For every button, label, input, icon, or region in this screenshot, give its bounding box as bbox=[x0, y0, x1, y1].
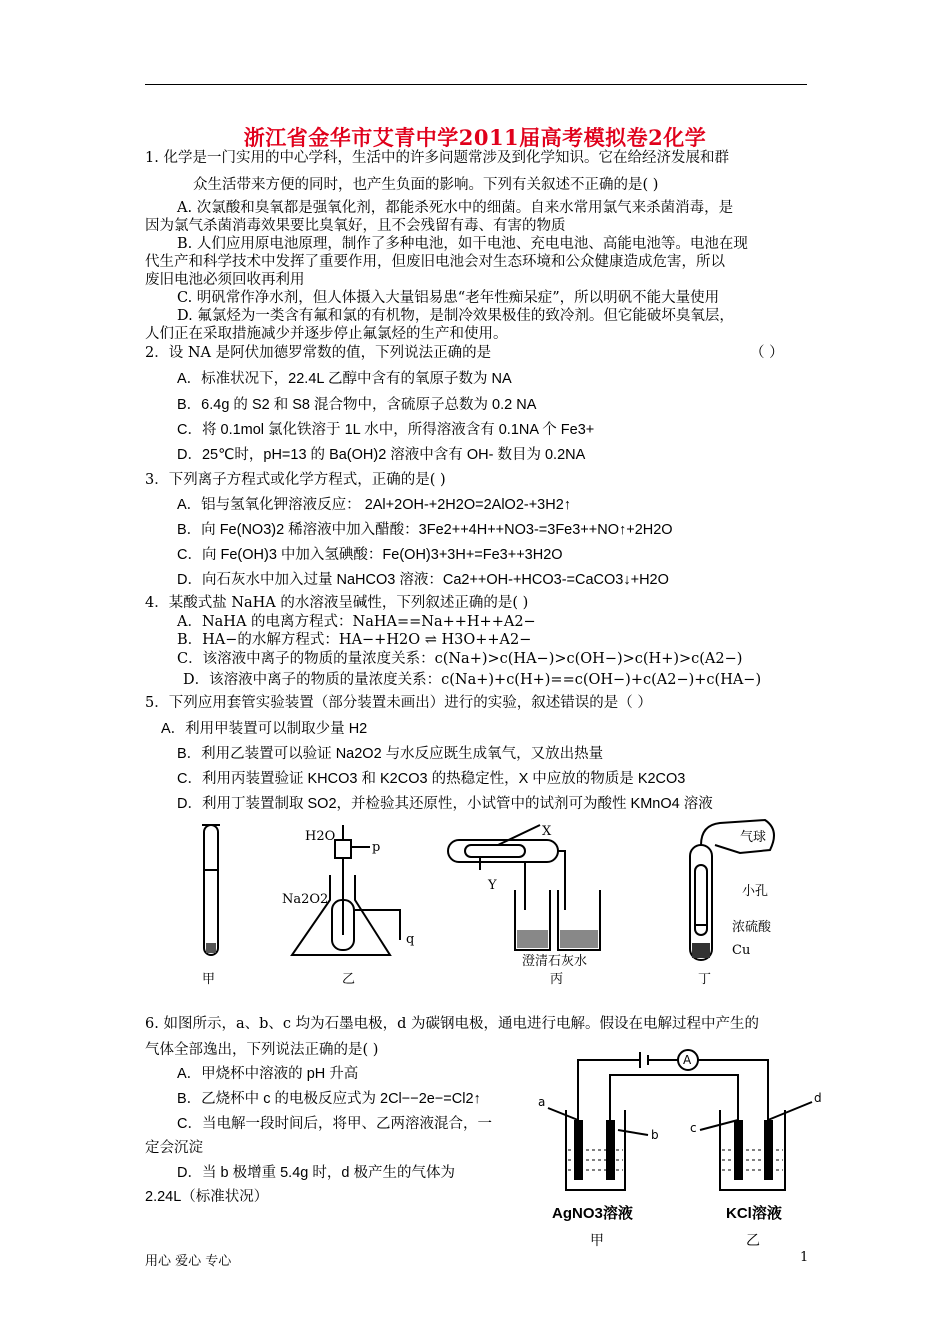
q6-stem-line2: 气体全部逸出，下列说法正确的是( ) bbox=[145, 1042, 379, 1058]
q5-option-a: A．利用甲装置可以制取少量 H2 bbox=[161, 721, 368, 737]
q2-answer-paren: （ ） bbox=[750, 345, 784, 361]
ammeter-label: A bbox=[683, 1053, 692, 1067]
caption-jia: 甲 bbox=[202, 972, 216, 987]
q1-option-a-line2: 因为氯气杀菌消毒效果要比臭氧好，且不会残留有毒、有害的物质 bbox=[145, 218, 566, 234]
q5-stem: 5．下列应用套管实验装置（部分装置未画出）进行的实验，叙述错误的是（ ） bbox=[145, 695, 652, 711]
q4-option-b: B．HA−的水解方程式：HA−+H2O ⇌ H3O++A2− bbox=[177, 632, 532, 648]
q3-option-b: B．向 Fe(NO3)2 稀溶液中加入醋酸：3Fe2++4H++NO3-=3Fe3++NO↑+2H2O bbox=[177, 522, 673, 538]
q6-option-d-line2: 2.24L（标准状况） bbox=[145, 1189, 269, 1205]
page-number: 1 bbox=[800, 1250, 809, 1265]
beaker-yi-label: 乙 bbox=[746, 1233, 760, 1249]
electrode-a-label: a bbox=[538, 1095, 546, 1109]
q1-option-d-line2: 人们正在采取措施减少并逐步停止氟氯烃的生产和使用。 bbox=[145, 326, 508, 342]
label-balloon: 气球 bbox=[740, 830, 767, 845]
label-x: X bbox=[542, 824, 552, 839]
q6-option-d-line1: D．当 b 极增重 5.4g 时，d 极产生的气体为 bbox=[177, 1165, 455, 1181]
beaker-jia-label: 甲 bbox=[590, 1233, 604, 1249]
page-title: 浙江省金华市艾青中学2011届高考模拟卷2化学 bbox=[243, 125, 707, 150]
electrode-b-label: b bbox=[651, 1128, 659, 1142]
label-h2o: H2O bbox=[305, 829, 336, 844]
solution-agno3-label: AgNO3溶液 bbox=[552, 1205, 633, 1222]
caption-yi: 乙 bbox=[342, 972, 356, 987]
q1-option-d-line1: D. 氟氯烃为一类含有氟和氯的有机物，是制冷效果极佳的致冷剂。但它能破坏臭氧层， bbox=[177, 308, 734, 324]
q1-option-b-line1: B. 人们应用原电池原理，制作了多种电池，如干电池、充电电池、高能电池等。电池在现 bbox=[177, 236, 748, 252]
label-cu: Cu bbox=[732, 943, 751, 958]
q1-option-b-line3: 废旧电池必须回收再利用 bbox=[145, 272, 305, 288]
q2-option-b: B．6.4g 的 S2 和 S8 混合物中，含硫原子总数为 0.2 NA bbox=[177, 397, 537, 413]
label-limewater: 澄清石灰水 bbox=[522, 954, 588, 969]
q5-option-b: B．利用乙装置可以验证 Na2O2 与水反应既生成氧气，又放出热量 bbox=[177, 746, 604, 762]
q3-stem: 3．下列离子方程式或化学方程式，正确的是( ) bbox=[145, 472, 446, 488]
q4-option-c: C．该溶液中离子的物质的量浓度关系：c(Na+)>c(HA−)>c(OH−)>c(H+)>c(A2−) bbox=[177, 651, 743, 667]
q6-option-b: B．乙烧杯中 c 的电极反应式为 2Cl−−2e−=Cl2↑ bbox=[177, 1091, 481, 1107]
q1-option-b-line2: 代生产和科学技术中发挥了重要作用，但废旧电池会对生态环境和公众健康造成危害，所以 bbox=[145, 254, 725, 270]
q5-apparatus-figure bbox=[180, 815, 780, 990]
caption-bing: 丙 bbox=[550, 972, 564, 987]
label-hole: 小孔 bbox=[742, 884, 769, 899]
solution-kcl-label: KCl溶液 bbox=[726, 1205, 782, 1222]
q2-stem: 2．设 NA 是阿伏加德罗常数的值，下列说法正确的是 bbox=[145, 345, 492, 361]
label-y: Y bbox=[488, 878, 497, 893]
q1-option-a-line1: A. 次氯酸和臭氧都是强氧化剂，都能杀死水中的细菌。自来水常用氯气来杀菌消毒，是 bbox=[177, 200, 734, 216]
q2-option-a: A．标准状况下，22.4L 乙醇中含有的氧原子数为 NA bbox=[177, 371, 512, 387]
q2-option-d: D．25℃时，pH=13 的 Ba(OH)2 溶液中含有 OH- 数目为 0.2NA bbox=[177, 447, 586, 463]
label-na2o2: Na2O2 bbox=[282, 892, 329, 907]
q5-option-c: C．利用丙装置验证 KHCO3 和 K2CO3 的热稳定性，X 中应放的物质是 K2CO3 bbox=[177, 771, 686, 787]
apparatus-yi bbox=[292, 825, 400, 955]
q6-electrolysis-figure bbox=[530, 1040, 830, 1250]
q6-option-c-line2: 定会沉淀 bbox=[145, 1140, 203, 1156]
apparatus-jia bbox=[202, 825, 220, 955]
electrode-c-label: c bbox=[690, 1121, 697, 1135]
q2-option-c: C．将 0.1mol 氯化铁溶于 1L 水中，所得溶液含有 0.1NA 个 Fe3+ bbox=[177, 422, 595, 438]
electrode-d-label: d bbox=[814, 1091, 822, 1105]
q1-stem-line2: 众生活带来方便的同时，也产生负面的影响。下列有关叙述不正确的是( ) bbox=[193, 177, 659, 193]
q4-option-a: A．NaHA 的电离方程式：NaHA==Na++H++A2− bbox=[177, 614, 536, 630]
q3-option-d: D．向石灰水中加入过量 NaHCO3 溶液：Ca2++OH-+HCO3-=CaCO3↓+H2O bbox=[177, 572, 669, 588]
q4-stem: 4．某酸式盐 NaHA 的水溶液呈碱性，下列叙述正确的是( ) bbox=[145, 595, 529, 611]
q1-stem-line1: 1. 化学是一门实用的中心学科，生活中的许多问题常涉及到化学知识。它在给经济发展和群 bbox=[145, 150, 729, 166]
q6-option-c-line1: C．当电解一段时间后，将甲、乙两溶液混合，一 bbox=[177, 1116, 492, 1132]
caption-ding: 丁 bbox=[698, 972, 712, 987]
q6-stem-line1: 6. 如图所示，a、b、c 均为石墨电极，d 为碳钢电极，通电进行电解。假设在电解过程中产生的 bbox=[145, 1016, 759, 1032]
label-p: p bbox=[372, 840, 381, 855]
q3-option-c: C．向 Fe(OH)3 中加入氢碘酸：Fe(OH)3+3H+=Fe3++3H2O bbox=[177, 547, 563, 563]
footer-motto: 用心 爱心 专心 bbox=[145, 1254, 232, 1269]
q5-option-d: D．利用丁装置制取 SO2，并检验其还原性，小试管中的试剂可为酸性 KMnO4 溶液 bbox=[177, 796, 713, 812]
q4-option-d: D．该溶液中离子的物质的量浓度关系：c(Na+)+c(H+)==c(OH−)+c(A2−)+c(HA−) bbox=[183, 672, 762, 688]
label-h2so4: 浓硫酸 bbox=[732, 920, 772, 935]
q1-option-c: C. 明矾常作净水剂，但人体摄入大量铝易患“老年性痴呆症”，所以明矾不能大量使用 bbox=[177, 290, 720, 306]
label-q: q bbox=[406, 932, 415, 947]
q3-option-a: A．铝与氢氧化钾溶液反应： 2Al+2OH-+2H2O=2AlO2-+3H2↑ bbox=[177, 497, 572, 513]
header-rule bbox=[145, 84, 807, 85]
q6-option-a: A．甲烧杯中溶液的 pH 升高 bbox=[177, 1066, 359, 1082]
